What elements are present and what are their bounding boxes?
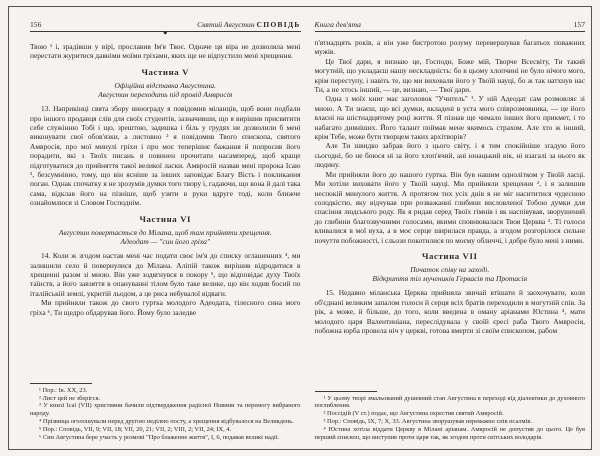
- section-subtitle: Адеодат — "син його гріха": [120, 236, 210, 246]
- section-subtitle: Августин повертається до Мілана, щоб там прийняти хрещення.: [58, 227, 272, 237]
- section-subtitle: Офіційна відставка Августина.: [114, 80, 217, 90]
- paragraph: Ми прийняли його до нашого гуртка. Він був нашим однолітком у Твоїй ласці. Ми хотіли виховати його у Твоїй науці. Ми прийняли хрещення ², і я залишив неспокій минулого життя. А протягом тих усіх днів я не міг насититися чудесною солодкістю, яку відчував при розважанні глибини висловленої Тобою думки для спасіння людського роду. Як я ридав серед Твоїх гімнів і як наспівував, зворушений до глибини благозвучними голосами, якими сповнювалася Твоя Церква ³. Ті голоси вливалися в мої вуха, а в моє серце ширилася правда, а згодом розгорілося сильне почуття побожності, і сльози покотилися по моєму обличчі, і добре було мені з ними.: [314, 169, 585, 245]
- paragraph: Але Ти швидко забрав його з цього світу, і я тим спокійніше згадую його сьогодні, бо не боюся ні за його хлоп'ячий, ані юнацький вік, ні взагалі за нього як людину.: [314, 141, 585, 170]
- right-running-head: [315, 20, 586, 32]
- paragraph: Твою ¹ і, зрадівши у вірі, прославив Ім'я Твоє. Одначе ця віра не дозволяла мені перестати журитися давніми моїми гріхами, яких ще не відпустило мені хрещення.: [30, 42, 301, 61]
- footnote: ¹ Пор.: Ів. XX, 23.: [39, 386, 88, 394]
- paragraph: 13. Наприкінці свята збору винограду я повідомив міланців, щоб вони подбали про іншого продавця слів для своїх студентів, зазначивши, що я вирішив присвятити себе служінню Тобі і що, зрештою, задишка і біль у грудях не дозволили б мені виконувати свої обов'язки, а листовно ² я повідомив Твого єпископа, святого Амвросія, про мої минулі гріхи і про моє теперішнє бажання й попросив його порадити, які з Твоїх писань я повинен прочитати насамперед, щоб краще підготуватися до прийняття такої великої ласки. Амвросій назвав мені пророка Ісаю ³, безсумнівно, тому, що він ясніше за інших заповідає Благу Вість і покликання поган. Однак спочатку я не зрозумів думки того твору і, гадаючи, що вона й далі така сама, відклав його на пізніше, щоб узяти в руки вдруге тоді, коли ближче ознайомлюся зі Словом Господнім.: [30, 104, 301, 208]
- footnote: ³ У книзі Ісаї (VII) християни бачили підтвердження радісної Новини та перемогу вибраного народу.: [30, 402, 301, 418]
- section-subtitle: Початок співу на заході.: [410, 264, 490, 274]
- running-book-name: Книга дев'ята: [314, 20, 361, 29]
- left-footnotes: [30, 379, 301, 442]
- footnote-rule: [30, 383, 92, 384]
- paragraph: п'ятнадцять років, а він уже бистротою розуму перевершував багатьох поважних мужів.: [314, 38, 585, 57]
- section-heading-vi: Частина VI: [139, 213, 192, 224]
- page-right: [315, 20, 586, 442]
- page-left: [30, 20, 301, 442]
- paragraph: Ми прийняли також до свого гуртка молодого Адеодата, тілесного сина мого гріха ⁶, Ти щедро обдарував його. Йому було заледве: [30, 298, 301, 317]
- section-subtitle: Відкриття тіл мучеників Гервасія та Протасія: [372, 274, 528, 284]
- section-heading-vii: Частина VII: [421, 250, 478, 261]
- paragraph: Це Твої дари, я визнаю це, Господи, Боже мій, Творче Всесвіту, Ти такий могутній, що укладаєш нашу нескладність: бо в цьому хлопчині не було нічого мого, крім переступу, і навіть те, що ми виховали його у Твоїй науці, бо ж так натхнув нас Ти, а не хтось інший, — це, визнаю, — Твої дари.: [314, 56, 585, 95]
- running-author: Святий Августин: [197, 20, 255, 29]
- section-subtitle: Августин переходить під провід Амвросія: [98, 90, 233, 100]
- footnote-rule: [315, 391, 377, 392]
- left-body: [30, 42, 301, 317]
- footnote: ⁴ Прізвища оголошували перед другою неділею посту, а хрещення відбувалося на Великдень.: [39, 418, 294, 426]
- footnote: ⁵ Пор.: Сповідь, VII, 9; VII, 18; VII, 20, 21; VII, 2; VIII, 2; VII, 24; IX, 4.: [39, 426, 232, 434]
- running-book-title: СПОВІДЬ: [256, 20, 301, 29]
- left-running-title: [197, 20, 300, 29]
- right-body: [315, 38, 586, 335]
- right-footnotes: [315, 387, 586, 442]
- paragraph: 14. Коли ж згодом настав мені час подати своє ім'я до списку оглашенних ⁴, ми залишили село й повернулися до Мілана. Аліпій також вирішив відродитися в хрещенні разом зі мною. Він уже зодягнувся в покору ⁵, що відповідає духу Твоїх таїнств, а його завзяття в опануванні тілом було таке велике, що він ходив босий по італійській землі, укритій льодом, а це риса небувалої відваги.: [30, 251, 301, 298]
- footnote: ¹ У цьому творі змальований душевний стан Августина в переході від діалектики до духовного поглиблення.: [314, 394, 585, 410]
- footnote: ⁶ Син Августина бере участь у розмові "Про блаженне життя", І, 6, подавав великі надії.: [39, 434, 280, 442]
- paragraph: 15. Недавно міланська Церква прийняла звичай втішати й заохочувати, коли об'єднані великим запалом голоси й серця всіх братів переходили в могутній спів. За рік, а може, й більше, до того, коли введена в оману аріанами Юстина ⁴, мати молодого царя Валентиніана, переслідувала у своїй єресі раба Твого Амвросія, побожна юрба провела ніч у церкві, готова вмерти зі своїм єпископом, рабом: [314, 288, 585, 335]
- footnote: ² Поссідій (V ст.) подає, що Августина охрестив святий Амвросій.: [323, 410, 504, 418]
- header-ornament-icon: ◆: [163, 31, 168, 36]
- book-spread: [30, 20, 585, 442]
- paragraph: Одна з моїх книг має заголовок "Учитель" ¹. У ній Адеодат сам розмовляє зі мною. А Ти знаєш, що всі думки, вкладені в уста мого співрозмовника, — це його власні на шістнадцятому році життя. Я пізнав ще чимало інших його прикмет, і то набагато дивніших. Його талант поймав мене якимось страхом. Але хто ж інший, крім Тебе, може бути творцем таких архітворів?: [314, 94, 585, 142]
- footnote: ⁴ Юстина хотіла віддати Церкву в Мілані аріанам. Амвросій не допустив до цього. Це був перший єпископ, що виступив проти царя так, як згодом проти світських володарів.: [314, 426, 585, 442]
- footnote: ² Лист цей не зберігся.: [39, 394, 101, 402]
- right-page-number: 157: [573, 20, 585, 29]
- left-page-number: 156: [30, 20, 42, 29]
- section-heading-v: Частина V: [141, 66, 190, 77]
- footnote: ³ Пор.: Сповідь, IX, 7; X, 33. Августина зворушував переважно спів псалмів.: [323, 418, 532, 426]
